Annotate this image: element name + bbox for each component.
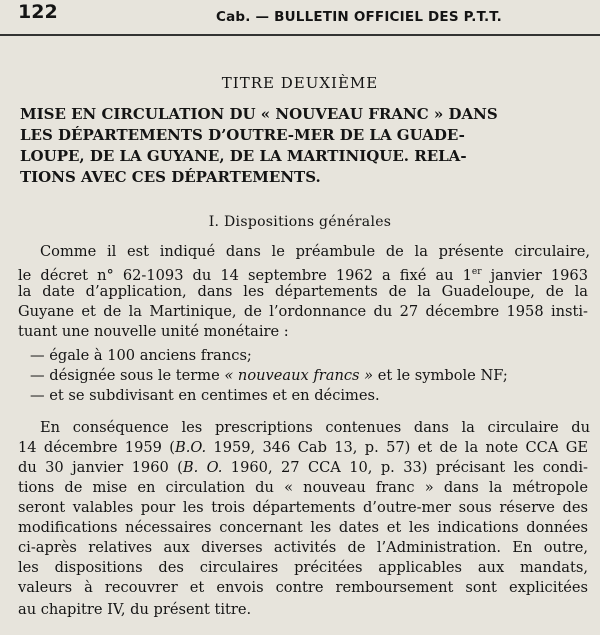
heading-line: LOUPE, DE LA GUYANE, DE LA MARTINIQUE. RELA- xyxy=(20,147,467,165)
paragraph-line: valeurs à recouvrer et envois contre remboursement sont explicitées xyxy=(18,579,588,596)
paragraph-line: modifications nécessaires concernant les dates et les indications données xyxy=(18,519,588,536)
paragraph-line: En conséquence les prescriptions contenues dans la circulaire du xyxy=(40,419,590,436)
paragraph-line: Comme il est indiqué dans le préambule de la présente circulaire, xyxy=(40,243,590,260)
running-title: Cab. — BULLETIN OFFICIEL DES P.T.T. xyxy=(216,9,502,25)
page-number: 122 xyxy=(18,1,58,23)
paragraph-line: le décret n° 62-1093 du 14 septembre 1962 a fixé au 1er janvier 1963 xyxy=(18,266,588,284)
list-item: — et se subdivisant en centimes et en décimes. xyxy=(30,387,380,404)
paragraph-line: tuant une nouvelle unité monétaire : xyxy=(18,323,289,340)
heading-line: MISE EN CIRCULATION DU « NOUVEAU FRANC » DANS xyxy=(20,105,498,123)
paragraph-line: la date d’application, dans les départements de la Guadeloupe, de la xyxy=(18,283,588,300)
paragraph-line: au chapitre IV, du présent titre. xyxy=(18,601,252,618)
paragraph-line: tions de mise en circulation du « nouveau franc » dans la métropole xyxy=(18,479,588,496)
heading-line: LES DÉPARTEMENTS D’OUTRE-MER DE LA GUADE- xyxy=(20,126,465,144)
paragraph-line: du 30 janvier 1960 (B. O. 1960, 27 CCA 10, p. 33) précisant les condi- xyxy=(18,459,588,476)
list-item: — désignée sous le terme « nouveaux francs » et le symbole NF; xyxy=(30,367,508,384)
heading-line: TIONS AVEC CES DÉPARTEMENTS. xyxy=(20,168,321,186)
paragraph-line: 14 décembre 1959 (B.O. 1959, 346 Cab 13, p. 57) et de la note CCA GE xyxy=(18,439,588,456)
page-header xyxy=(0,0,600,36)
paragraph-line: les dispositions des circulaires précitées applicables aux mandats, xyxy=(18,559,588,576)
list-item: — égale à 100 anciens francs; xyxy=(30,347,252,364)
paragraph-line: seront valables pour les trois départements d’outre-mer sous réserve des xyxy=(18,499,588,516)
section-title: I. Dispositions générales xyxy=(208,214,392,230)
part-title: TITRE DEUXIÈME xyxy=(221,74,379,92)
paragraph-line: ci-après relatives aux diverses activités de l’Administration. En outre, xyxy=(18,539,588,556)
paragraph-line: Guyane et de la Martinique, de l’ordonnance du 27 décembre 1958 insti- xyxy=(18,303,588,320)
